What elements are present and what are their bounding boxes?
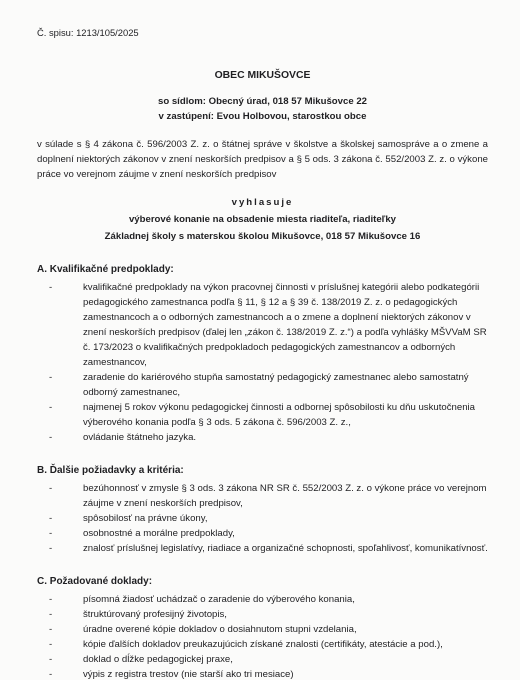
list-item-text: výpis z registra trestov (nie starší ako tri mesiace) — [83, 669, 294, 680]
dash-bullet: - — [49, 372, 53, 383]
dash-bullet: - — [49, 609, 53, 620]
dash-bullet: - — [49, 282, 53, 293]
list-item-text: kópie ďalších dokladov preukazujúcich získané znalosti (certifikáty, atestácie a pod.), — [83, 639, 443, 650]
section-a-list — [37, 280, 488, 445]
list-item-text: kvalifikačné predpoklady na výkon pracovnej činnosti v príslušnej kategórii alebo podkategórii pedagogického zamestnanca podľa § 11, § 12 a § 39 č. 138/2019 Z. z. o pedagogických zamestnancoch a o odborných zamestnancoch a o zmene a doplnení niektorých zákonov v znení neskorších predpisov (ďalej len „zákon č. 138/2019 Z. z.“) a podľa vyhlášky MŠVVaM SR č. 173/2023 o kvalifikačných predpokladoch pedagogických zamestnancov a odborných zamestnancov, — [83, 282, 487, 368]
municipality-title: OBEC MIKUŠOVCE — [214, 70, 311, 81]
list-item-text: znalosť príslušnej legislatívy, riadiace a organizačné schopnosti, spoľahlivosť, komunikatívnosť. — [83, 543, 488, 554]
list-item — [49, 481, 488, 511]
seat-line: so sídlom: Obecný úrad, 018 57 Mikušovce 22 — [157, 96, 367, 107]
announce-line-2: Základnej školy s materskou školou Mikušovce, 018 57 Mikušovce 16 — [104, 231, 421, 242]
list-item — [49, 511, 488, 526]
list-item-text: spôsobilosť na právne úkony, — [83, 513, 208, 524]
list-item-text: úradne overené kópie dokladov o dosiahnutom stupni vzdelania, — [83, 624, 357, 635]
section-c-list — [37, 592, 488, 682]
list-item — [49, 430, 488, 445]
section-a-heading: A. Kvalifikačné predpoklady: — [37, 264, 174, 275]
announce-line-1: výberové konanie na obsadenie miesta riaditeľa, riaditeľky — [128, 214, 397, 225]
list-item-text: doklad o dĺžke pedagogickej praxe, — [83, 654, 233, 665]
list-item-text: ovládanie štátneho jazyka. — [83, 432, 197, 443]
list-item — [49, 541, 488, 556]
list-item-text: zaradenie do kariérového stupňa samostatný pedagogický zamestnanec alebo samostatný odborný zamestnanec, — [83, 372, 469, 398]
dash-bullet: - — [49, 639, 53, 650]
section-c-heading: C. Požadované doklady: — [37, 576, 153, 587]
list-item — [49, 526, 488, 541]
dash-bullet: - — [49, 543, 53, 554]
announce-verb: vyhlasuje — [231, 197, 294, 208]
section-b-heading: B. Ďalšie požiadavky a kritéria: — [37, 465, 184, 476]
list-item-text: písomná žiadosť uchádzač o zaradenie do výberového konania, — [83, 594, 355, 605]
dash-bullet: - — [49, 624, 53, 635]
dash-bullet: - — [49, 594, 53, 605]
list-item — [49, 622, 488, 637]
intro-paragraph: v súlade s § 4 zákona č. 596/2003 Z. z. o štátnej správe v školstve a školskej samospráve a o zmene a doplnení niektorých zákonov v znení neskorších predpisov a § 5 ods. 3 zákona č. 552/2003 Z. z. o výkone práce vo verejnom záujme v znení neskorších predpisov — [37, 139, 488, 180]
list-item — [49, 280, 488, 370]
list-item-text: bezúhonnosť v zmysle § 3 ods. 3 zákona NR SR č. 552/2003 Z. z. o výkone práce vo verejnom záujme v znení neskorších predpisov, — [83, 483, 487, 509]
file-number: Č. spisu: 1213/105/2025 — [37, 27, 139, 38]
dash-bullet: - — [49, 528, 53, 539]
representative-line: v zastúpení: Evou Holbovou, starostkou obce — [158, 111, 367, 122]
dash-bullet: - — [49, 432, 53, 443]
dash-bullet: - — [49, 513, 53, 524]
list-item — [49, 652, 488, 667]
list-item-text: štruktúrovaný profesijný životopis, — [83, 609, 227, 620]
list-item — [49, 400, 488, 430]
dash-bullet: - — [49, 669, 53, 680]
list-item — [49, 370, 488, 400]
list-item-text: najmenej 5 rokov výkonu pedagogickej činnosti a odbornej spôsobilosti ku dňu uskutočnenia výberového konania podľa § 3 ods. 5 zákona č. 596/2003 Z. z., — [83, 402, 475, 428]
dash-bullet: - — [49, 402, 53, 413]
list-item — [49, 637, 488, 652]
list-item — [49, 592, 488, 607]
dash-bullet: - — [49, 654, 53, 665]
dash-bullet: - — [49, 483, 53, 494]
list-item — [49, 607, 488, 622]
list-item-text: osobnostné a morálne predpoklady, — [83, 528, 235, 539]
section-b-list — [37, 481, 488, 556]
